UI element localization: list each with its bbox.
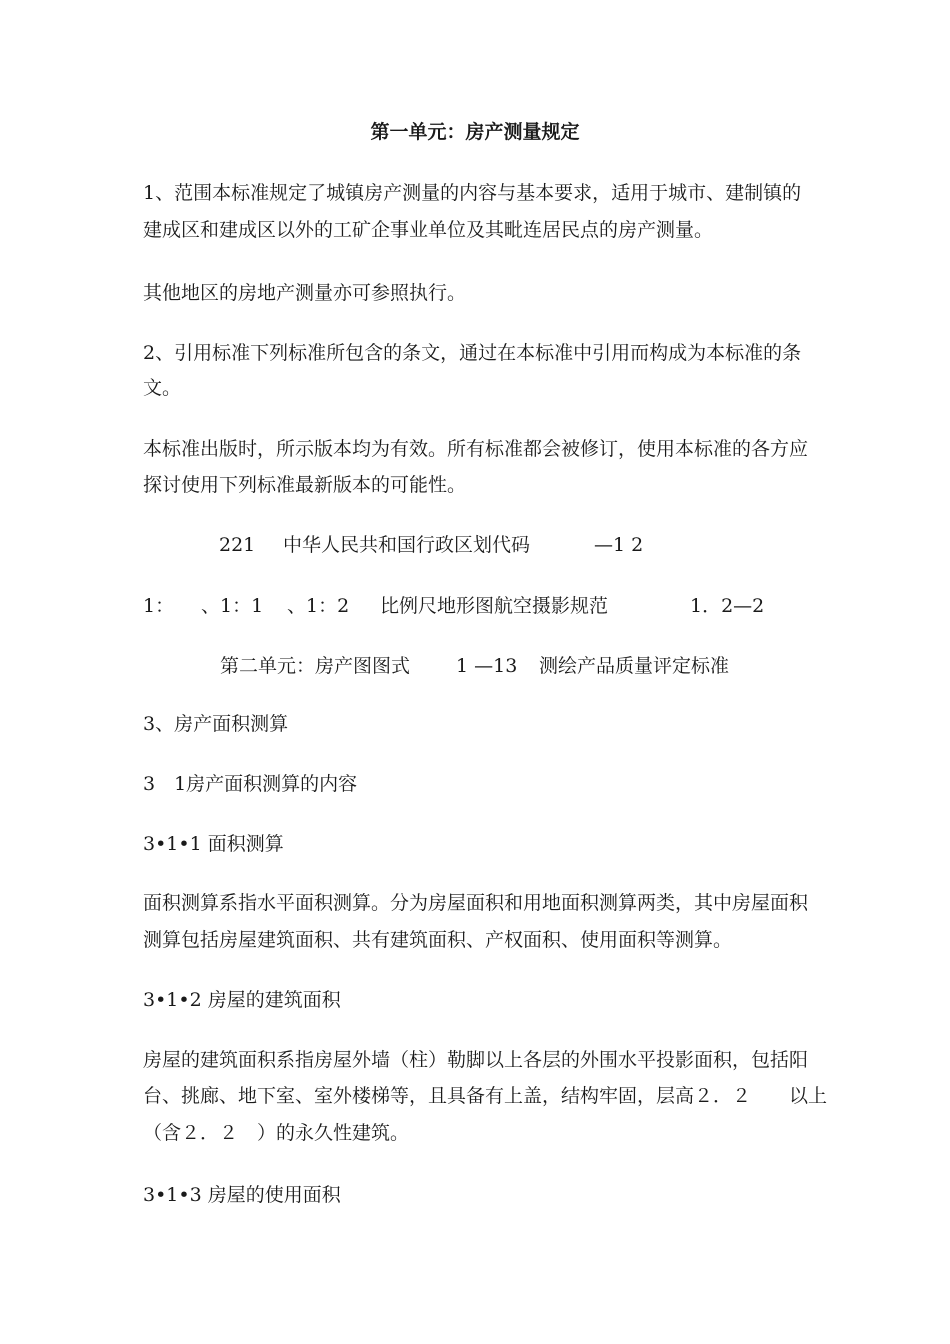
paragraph-3-1-2-line-2: 台、挑廊、地下室、室外楼梯等，且具备有上盖，结构牢固，层高２．２ 以上 xyxy=(143,1085,828,1107)
standard-name: 比例尺地形图航空摄影规范 xyxy=(380,595,609,617)
paragraph-3-1-1-line-1: 面积测算系指水平面积测算。分为房屋面积和用地面积测算两类，其中房屋面积 xyxy=(143,892,809,914)
standard-code: 221 xyxy=(219,534,256,556)
other-areas-text: 其他地区的房地产测量亦可参照执行。 xyxy=(143,282,467,304)
section-heading-3-1-1: 3•1•1 面积测算 xyxy=(143,833,284,855)
paragraph-3-1-2-line-3: （含２．２ ）的永久性建筑。 xyxy=(143,1122,410,1144)
section-heading-3-1-2: 3•1•2 房屋的建筑面积 xyxy=(143,989,341,1011)
unit-title: 第二单元：房产图图式 xyxy=(220,655,411,677)
section-heading-3: 3、房产面积测算 xyxy=(143,713,289,735)
revision-note-line-1: 本标准出版时，所示版本均为有效。所有标准都会被修订，使用本标准的各方应 xyxy=(143,438,809,460)
standard-name: 测绘产品质量评定标准 xyxy=(539,655,730,677)
revision-note-line-2: 探讨使用下列标准最新版本的可能性。 xyxy=(143,474,467,496)
scale-3: 、1：2 xyxy=(287,595,350,617)
references-line-1: 2、引用标准下列标准所包含的条文，通过在本标准中引用而构成为本标准的条 xyxy=(143,342,802,364)
scope-line-2: 建成区和建成区以外的工矿企事业单位及其毗连居民点的房产测量。 xyxy=(143,219,714,241)
references-line-2: 文。 xyxy=(143,377,182,399)
scale-1: 1： xyxy=(143,595,175,617)
standard-suffix: —1 2 xyxy=(594,534,644,556)
standard-code: 1 —13 xyxy=(456,655,518,677)
section-heading-3-1-3: 3•1•3 房屋的使用面积 xyxy=(143,1184,341,1206)
section-heading-3-1: 3 1房产面积测算的内容 xyxy=(143,773,358,795)
scope-line-1: 1、范围本标准规定了城镇房产测量的内容与基本要求，适用于城市、建制镇的 xyxy=(143,182,802,204)
standard-name: 中华人民共和国行政区划代码 xyxy=(283,534,531,556)
paragraph-3-1-1-line-2: 测算包括房屋建筑面积、共有建筑面积、产权面积、使用面积等测算。 xyxy=(143,929,733,951)
paragraph-3-1-2-line-1: 房屋的建筑面积系指房屋外墙（柱）勒脚以上各层的外围水平投影面积，包括阳 xyxy=(143,1049,809,1071)
page-title: 第一单元：房产测量规定 xyxy=(370,121,580,143)
standard-suffix: 1．2—2 xyxy=(690,595,765,617)
scale-2: 、1：1 xyxy=(201,595,264,617)
